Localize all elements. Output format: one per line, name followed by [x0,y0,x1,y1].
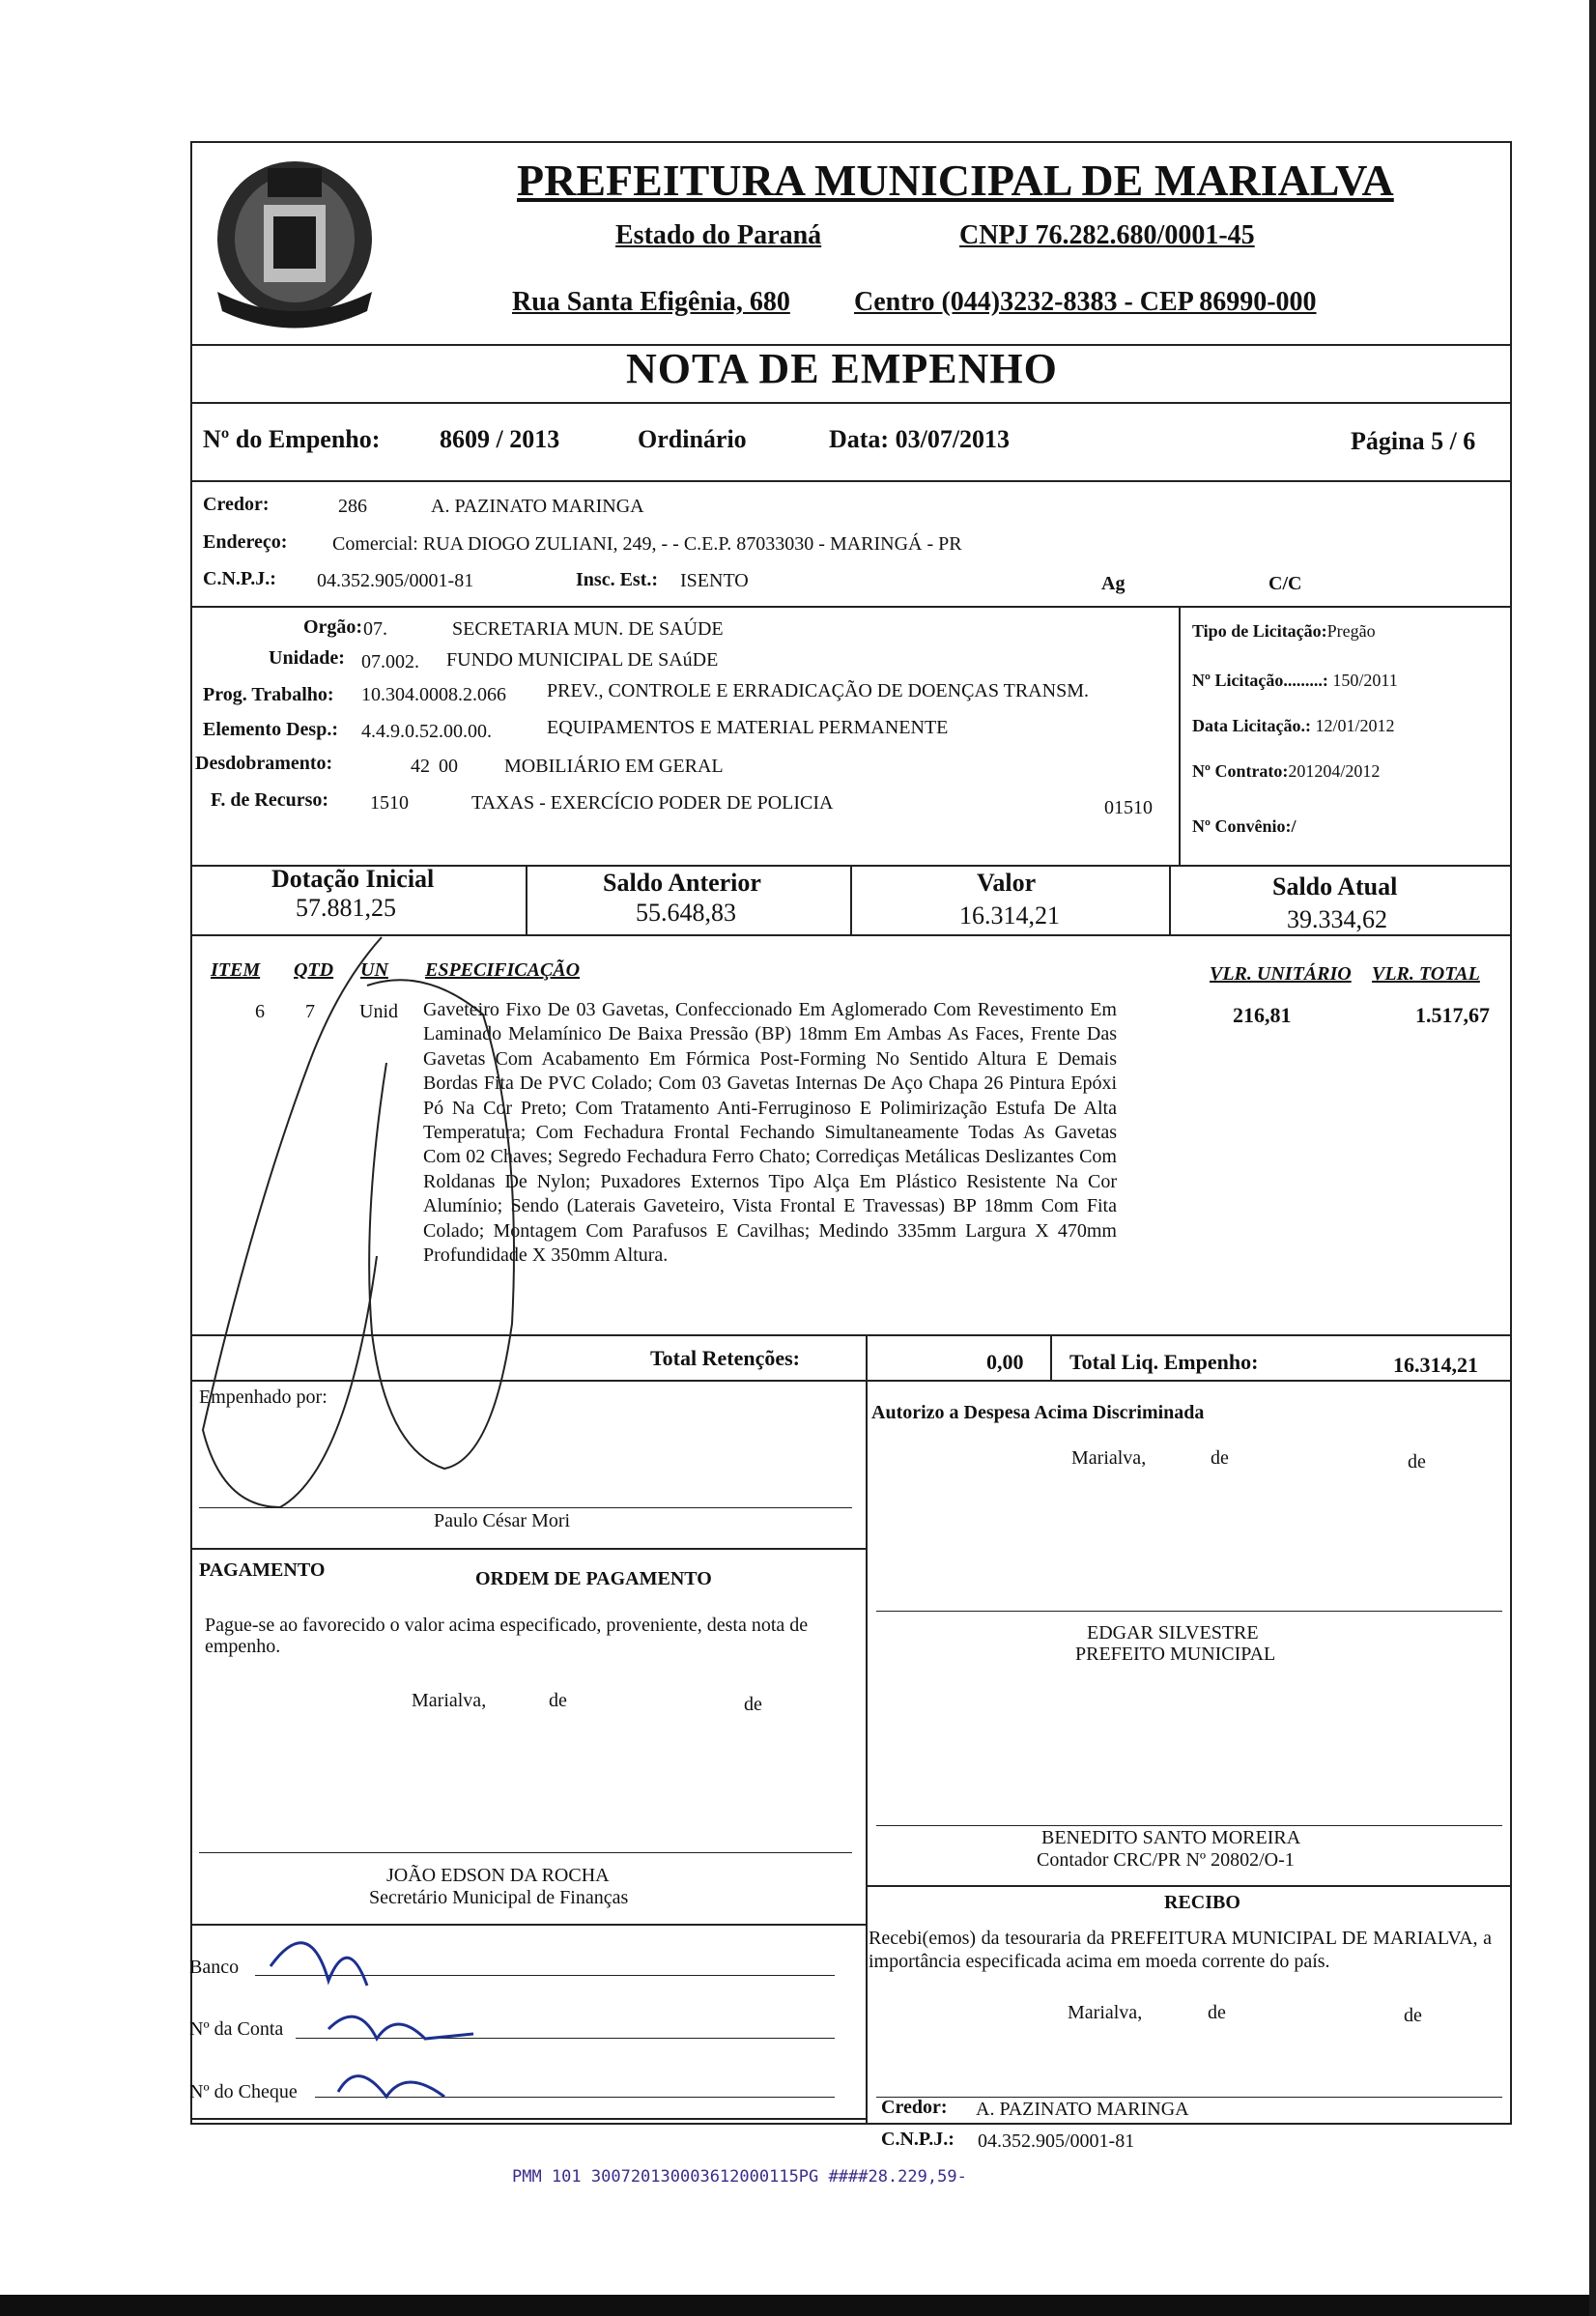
autorizo-signer-name: EDGAR SILVESTRE [1087,1622,1259,1644]
licitacao-data-label: Data Licitação.: [1192,716,1311,735]
col-item: ITEM [211,959,261,981]
valor-label: Valor [977,869,1037,897]
handwritten-marks [193,928,628,2145]
licitacao-data-value: 12/01/2012 [1315,716,1395,735]
atual-label: Saldo Atual [1272,872,1398,901]
unidade-label: Unidade: [269,647,345,669]
prog-name: PREV., CONTROLE E ERRADICAÇÃO DE DOENÇAS TRANSM. [547,680,1089,701]
scan-border-right [1589,0,1596,2316]
autorizo-place: Marialva, [1071,1447,1147,1469]
elem-label: Elemento Desp.: [203,719,338,740]
cheque-label: Nº do Cheque [189,2081,298,2102]
scan-border-bottom [0,2295,1596,2316]
unidade-name: FUNDO MUNICIPAL DE SAúDE [446,649,719,671]
empenhado-label: Empenhado por: [199,1387,328,1408]
retencoes-label: Total Retenções: [650,1346,800,1370]
coat-of-arms [198,147,391,345]
pagamento-text: Pague-se ao favorecido o valor acima especificado, proveniente, desta nota de empenho. [205,1615,809,1657]
dotacao-label: Dotação Inicial [271,865,435,893]
recibo-cnpj-value: 04.352.905/0001-81 [978,2130,1135,2152]
recibo-credor-label: Credor: [881,2097,948,2118]
recibo-cnpj-label: C.N.P.J.: [881,2129,955,2150]
recibo-place: Marialva, [1068,2002,1143,2023]
empenhado-signer: Paulo César Mori [434,1510,571,1531]
liq-label: Total Liq. Empenho: [1069,1350,1259,1374]
cnpj-label: C.N.P.J.: [203,568,276,589]
elem-code: 4.4.9.0.52.00.00. [361,721,492,742]
recibo-label: RECIBO [1164,1892,1240,1913]
rec-code2: 01510 [1104,797,1153,818]
banco-label: Banco [189,1957,240,1978]
ordem-label: ORDEM DE PAGAMENTO [475,1568,712,1589]
licitacao-tipo-value: Pregão [1326,621,1376,641]
licitacao-contrato [1192,761,1380,782]
item-qtd: 7 [305,1001,315,1022]
item-un: Unid [359,1001,398,1022]
recibo-de2: de [1404,2005,1422,2026]
col-qtd: QTD [294,959,334,981]
anterior-label: Saldo Anterior [603,869,761,897]
atual-value: 39.334,62 [1287,905,1387,933]
credor-name: A. PAZINATO MARINGA [431,496,644,517]
header-cnpj: CNPJ 76.282.680/0001-45 [959,220,1255,250]
anterior-value: 55.648,83 [636,899,736,927]
recibo-credor-value: A. PAZINATO MARINGA [976,2099,1189,2120]
item-spec: Gaveteiro Fixo De 03 Gavetas, Confeccionado Em Aglomerado Com Revestimento Em Laminado Melamínico De Baixa Pressão (BP) 18mm Em Ambas As Faces, Frente Das Gavetas Com Acabamento Em Fórmica Post-Forming No Sentido Altura E Demais Bordas Fita De PVC Colado; Com 03 Gavetas Internas De Aço Chapa 26 Pintura Epóxi Pó Na Cor Preto; Com Tratamento Anti-Ferruginoso E Polimirização Estufa De Alta Temperatura; Com Fechadura Frontal Fechando Simultaneamente Todas As Gavetas Com 02 Chaves; Segredo Fechadura Ferro Chato; Corrediças Metálicas Deslizantes Com Roldanas De Nylon; Puxadores Externos Tipo Alça Em Plástico Resistente Na Cor Alumínio; Sendo (Laterais Gaveteiro, Vista Frontal E Travessas) BP 18mm Com Fita Colado; Montagem Com Parafusos E Cavilhas; Medindo 335mm Largura X 470mm Profundidade X 350mm Altura. [423,999,1117,1267]
footer-code: PMM 101 300720130003612000115PG ####28.229,59- [512,2167,967,2187]
header-street: Rua Santa Efigênia, 680 [512,287,790,317]
orgao-code: 07. [363,618,387,640]
licitacao-data [1192,716,1394,736]
pagamento-place: Marialva, [412,1690,487,1711]
endereco-value: Comercial: RUA DIOGO ZULIANI, 249, - - C.E.P. 87033030 - MARINGÁ - PR [332,533,962,555]
orgao-label: Orgão: [303,616,363,638]
licitacao-tipo-label-text: Tipo de Licitação: [1192,621,1327,641]
col-unit-value: VLR. UNITÁRIO [1210,963,1352,985]
pagamento-de1: de [549,1690,567,1711]
header-district-phone: Centro (044)3232-8383 - CEP 86990-000 [854,287,1317,317]
cnpj-value: 04.352.905/0001-81 [317,570,474,591]
recibo-text: Recebi(emos) da tesouraria da PREFEITURA MUNICIPAL DE MARIALVA, a importância especificada acima em moeda corrente do país. [869,1928,1492,1972]
licitacao-num [1192,671,1398,691]
licitacao-contrato-label: Nº Contrato: [1192,761,1289,781]
endereco-label: Endereço: [203,531,288,553]
insc-label: Insc. Est.: [576,569,659,590]
credor-code: 286 [338,496,367,517]
desd-sub: 00 [439,756,458,777]
insc-value: ISENTO [680,570,749,591]
autorizo-signer-role: PREFEITO MUNICIPAL [1075,1644,1276,1665]
licitacao-contrato-value: 201204/2012 [1288,761,1381,781]
empenho-number: 8609 / 2013 [440,425,560,453]
valor-value: 16.314,21 [959,901,1060,929]
header-title: PREFEITURA MUNICIPAL DE MARIALVA [517,156,1394,205]
doc-title: NOTA DE EMPENHO [626,345,1058,392]
licitacao-num-label: Nº Licitação.........: [1192,671,1328,690]
contador-name: BENEDITO SANTO MOREIRA [1041,1827,1301,1848]
empenho-type: Ordinário [638,425,747,453]
empenho-date: Data: 03/07/2013 [829,425,1011,453]
ag-label: Ag [1101,573,1126,594]
col-spec: ESPECIFICAÇÃO [425,959,581,981]
licitacao-convenio: Nº Convênio:/ [1192,816,1297,836]
empenho-label: Nº do Empenho: [203,425,381,453]
pagamento-signer-name: JOÃO EDSON DA ROCHA [386,1865,610,1886]
retencoes-value: 0,00 [986,1350,1024,1374]
item-unit-value: 216,81 [1233,1003,1292,1027]
orgao-name: SECRETARIA MUN. DE SAÚDE [452,618,724,640]
credor-label: Credor: [203,494,270,515]
recibo-de1: de [1208,2002,1226,2023]
autorizo-de1: de [1211,1447,1229,1469]
cc-label: C/C [1268,573,1302,594]
pagamento-de2: de [744,1694,762,1715]
rec-label: F. de Recurso: [211,789,329,811]
desd-code: 42 [411,756,430,777]
desd-name: MOBILIÁRIO EM GERAL [504,756,724,777]
empenho-page: Página 5 / 6 [1351,427,1476,455]
item-total-value: 1.517,67 [1415,1003,1490,1027]
licitacao-num-value: 150/2011 [1332,671,1398,690]
col-un: UN [360,959,388,981]
desd-label: Desdobramento: [195,753,333,774]
unidade-code: 07.002. [361,651,419,672]
header-state: Estado do Paraná [615,220,822,250]
prog-label: Prog. Trabalho: [203,684,334,705]
pagamento-signer-role: Secretário Municipal de Finanças [369,1887,629,1908]
conta-label: Nº da Conta [189,2018,284,2040]
col-total-value: VLR. TOTAL [1372,963,1480,985]
licitacao-tipo-label [1192,621,1376,642]
dotacao-value: 57.881,25 [296,894,396,922]
rec-code: 1510 [370,792,409,814]
item-num: 6 [255,1001,265,1022]
elem-name: EQUIPAMENTOS E MATERIAL PERMANENTE [547,717,949,738]
rec-name: TAXAS - EXERCÍCIO PODER DE POLICIA [471,792,834,814]
contador-role: Contador CRC/PR Nº 20802/O-1 [1037,1849,1295,1871]
autorizo-de2: de [1408,1451,1426,1473]
liq-value: 16.314,21 [1393,1353,1478,1377]
prog-code: 10.304.0008.2.066 [361,684,506,705]
autorizo-label: Autorizo a Despesa Acima Discriminada [871,1402,1205,1423]
pagamento-label: PAGAMENTO [199,1559,326,1581]
